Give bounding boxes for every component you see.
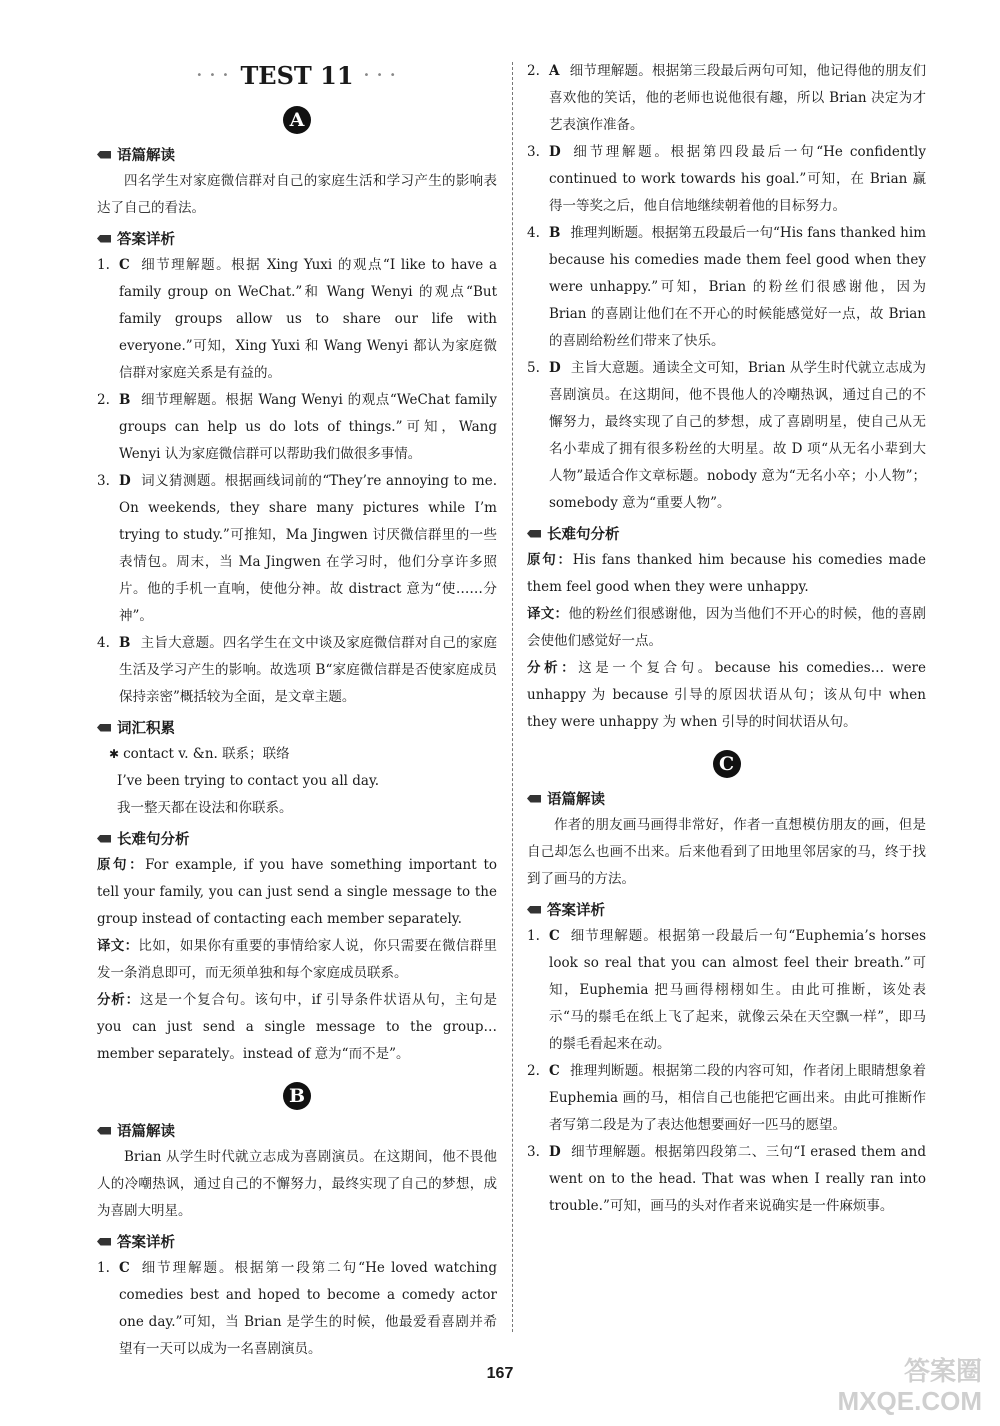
right-column [527, 58, 926, 1220]
b-answer-5: 5. D 主旨大意题。通读全文可知，Brian 从学生时代就立志成为喜剧演员。在这期间，他不畏他人的冷嘲热讽，通过自己的不懈努力，最终实现了自己的梦想，成了喜剧明星，使自己从无名小辈成了拥有很多粉丝的大明星。故 D 项“从无名小辈到大人物”最适合作文章标题。nobody 意为“无名小卒；小人物”；somebody 意为“重要人物”。 [527, 360, 926, 511]
a-summary: 四名学生对家庭微信群对自己的家庭生活和学习产生的影响表达了自己的看法。 [97, 173, 497, 216]
watermark [838, 1356, 982, 1416]
pencil-icon [97, 1127, 111, 1135]
watermark-bottom: MXQE.COM [837, 1386, 982, 1416]
pencil-icon [97, 724, 111, 732]
b-original: 原句：His fans thanked him because his comedies made them feel good when they were unhappy. [527, 552, 926, 595]
c-summary: 作者的朋友画马画得非常好，作者一直想模仿朋友的画，但是自己却怎么也画不出来。后来他看到了田地里邻居家的马，终于找到了画马的方法。 [527, 817, 926, 887]
pencil-icon [97, 235, 111, 243]
b-answer-1: 1. C 细节理解题。根据第一段第二句“He loved watching comedies best and hoped to become a comedy actor one day.”可知，当 Brian 是学生的时候，他最爱看喜剧并希望有一天可以成为一名喜剧演员。 [97, 1260, 497, 1357]
c-answer-1: 1. C 细节理解题。根据第一段最后一句“Euphemia’s horses look so real that you can almost feel their breath.”可知，Euphemia 把马画得栩栩如生。由此可推断，该处表示“马的鬃毛在纸上飞了起来，就像云朵在天空飘一样”，即马的鬃毛看起来在动。 [527, 928, 926, 1052]
c-summary-heading: 语篇解读 [527, 788, 926, 809]
a-translation: 译文：比如，如果你有重要的事情给家人说，你只需要在微信群里发一条消息即可，而无须单独和每个家庭成员联系。 [97, 938, 498, 981]
b-sentence-heading: 长难句分析 [527, 523, 926, 544]
a-summary-heading: 语篇解读 [97, 144, 497, 165]
b-summary: Brian 从学生时代就立志成为喜剧演员。在这期间，他不畏他人的冷嘲热讽，通过自己的不懈努力，最终实现了自己的梦想，成为喜剧大明星。 [97, 1149, 497, 1219]
a-original: 原句：For example, if you have something important to tell your family, you can just send a single message to the group instead of contacting each member separately. [97, 857, 498, 927]
b-answers-heading: 答案详析 [97, 1231, 497, 1252]
a-answers-heading: 答案详析 [97, 228, 497, 249]
watermark-top: 答案圈 [903, 1356, 982, 1386]
b-answer-2: 2. A 细节理解题。根据第三段最后两句可知，他记得他的朋友们喜欢他的笑话，他的老师也说他很有趣，所以 Brian 决定为才艺表演作准备。 [527, 63, 926, 133]
a-sentence-heading: 长难句分析 [97, 828, 497, 849]
b-analysis: 分析：这是一个复合句。because his comedies… were unhappy 为 because 引导的原因状语从句；该从句中 when they were unhappy 为 when 引导的时间状语从句。 [527, 660, 927, 730]
column-divider [512, 62, 513, 1332]
a-vocab-word: ✱ contact v. &n. 联系；联络 [109, 746, 290, 762]
b-summary-heading: 语篇解读 [97, 1120, 497, 1141]
page-number: 167 [486, 1365, 514, 1382]
a-answer-3: 3. D 词义猜测题。根据画线词前的“They’re annoying to me. On weekends, they share many pictures while I’m trying to study.”可推知，Ma Jingwen 讨厌微信群里的一些表情包。周末，当 Ma Jingwen 在学习时，他们分享许多照片。他的手机一直响，使他分神。故 distract 意为“使……分神”。 [97, 473, 497, 624]
pencil-icon [97, 835, 111, 843]
title-dots-left: • • • [196, 69, 231, 81]
c-answers-heading: 答案详析 [527, 899, 926, 920]
a-vocab-heading: 词汇积累 [97, 717, 497, 738]
b-translation: 译文：他的粉丝们很感谢他，因为当他们不开心的时候，他的喜剧会使他们感觉好一点。 [527, 606, 927, 649]
section-a-badge: A [283, 106, 311, 134]
pencil-icon [527, 906, 541, 914]
test-title-row [97, 58, 497, 92]
section-b-badge: B [283, 1082, 311, 1110]
pencil-icon [97, 1238, 111, 1246]
a-analysis: 分析：这是一个复合句。该句中，if 引导条件状语从句，主句是 you can just send a single message to the group… member separately。instead of 意为“而不是”。 [97, 992, 498, 1062]
c-answer-3: 3. D 细节理解题。根据第四段第二、三句“I erased them and went on to the head. That was when I really ran into trouble.”可知，画马的头对作者来说确实是一件麻烦事。 [527, 1144, 926, 1214]
pencil-icon [527, 795, 541, 803]
a-vocab-example-en: I’ve been trying to contact you all day. [117, 773, 380, 789]
star-icon: ✱ [109, 747, 120, 761]
a-answer-2: 2. B 细节理解题。根据 Wang Wenyi 的观点“WeChat family groups can help us do lots of things.”可知，Wang Wenyi 认为家庭微信群可以帮助我们做很多事情。 [97, 392, 497, 462]
c-answer-2: 2. C 推理判断题。根据第二段的内容可知，作者闭上眼睛想象着 Euphemia 画的马，相信自己也能把它画出来。由此可推断作者写第二段是为了表达他想要画好一匹马的愿望。 [527, 1063, 926, 1133]
left-column [97, 58, 497, 1363]
a-answer-1: 1. C 细节理解题。根据 Xing Yuxi 的观点“I like to have a family group on WeChat.”和 Wang Wenyi 的观点“But family groups allow us to share our life with everyone.”可知，Xing Yuxi 和 Wang Wenyi 都认为家庭微信群对家庭关系是有益的。 [97, 257, 497, 381]
b-answer-4: 4. B 推理判断题。根据第五段最后一句“His fans thanked him because his comedies made them feel good when they were unhappy.”可知，Brian 的粉丝们很感谢他，因为 Brian 的喜剧让他们在不开心的时候能感觉好一点，故 Brian 的喜剧给粉丝们带来了快乐。 [527, 225, 926, 349]
b-answer-3: 3. D 细节理解题。根据第四段最后一句“He confidently continued to work towards his goal.”可知，在 Brian 赢得一等奖之后，他自信地继续朝着他的目标努力。 [527, 144, 926, 214]
a-answer-4: 4. B 主旨大意题。四名学生在文中谈及家庭微信群对自己的家庭生活及学习产生的影响。故选项 B“家庭微信群是否使家庭成员保持亲密”概括较为全面，是文章主题。 [97, 635, 497, 705]
a-vocab-example-zh: 我一整天都在设法和你联系。 [117, 800, 293, 816]
pencil-icon [527, 530, 541, 538]
test-title: TEST 11 [240, 60, 354, 90]
section-c-badge: C [713, 750, 741, 778]
pencil-icon [97, 151, 111, 159]
title-dots-right: • • • [363, 69, 398, 81]
